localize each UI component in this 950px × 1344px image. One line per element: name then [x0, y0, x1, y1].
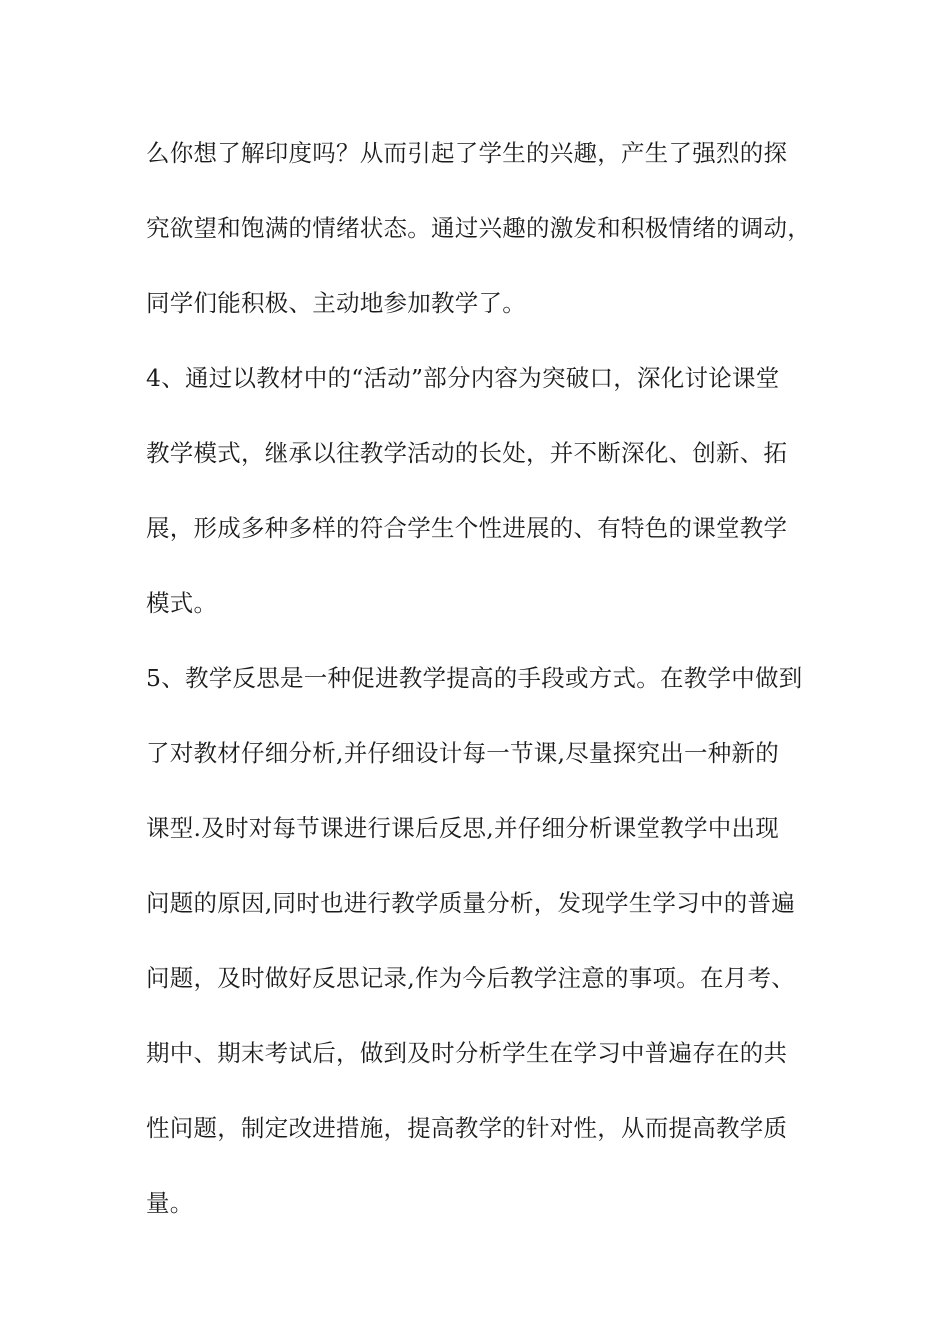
- text-line: 问题，及时做好反思记录,作为今后教学注意的事项。在月考、: [146, 964, 795, 992]
- text-line: 究欲望和饱满的情绪状态。通过兴趣的激发和积极情绪的调动，: [146, 214, 811, 242]
- text-line: 同学们能积极、主动地参加教学了。: [146, 289, 526, 317]
- text-line: 问题的原因,同时也进行教学质量分析，发现学生学习中的普遍: [146, 889, 795, 917]
- text-line: 么你想了解印度吗？从而引起了学生的兴趣，产生了强烈的探: [146, 139, 788, 167]
- text-line: 模式。: [146, 589, 218, 617]
- text-line: 期中、期末考试后，做到及时分析学生在学习中普遍存在的共: [146, 1039, 788, 1067]
- text-line: 教学模式，继承以往教学活动的长处，并不断深化、创新、拓: [146, 439, 788, 467]
- text-line: 4、通过以教材中的“活动”部分内容为突破口，深化讨论课堂: [146, 364, 780, 392]
- text-line: 性问题，制定改进措施，提高教学的针对性，从而提高教学质: [146, 1114, 788, 1142]
- document-body: [146, 133, 810, 1258]
- text-line: 量。: [146, 1189, 194, 1217]
- text-line: 了对教材仔细分析,并仔细设计每一节课,尽量探究出一种新的: [146, 739, 779, 767]
- text-line: 课型.及时对每节课进行课后反思,并仔细分析课堂教学中出现: [146, 814, 779, 842]
- text-line: 展，形成多种多样的符合学生个性进展的、有特色的课堂教学: [146, 514, 788, 542]
- text-line: 5、教学反思是一种促进教学提高的手段或方式。在教学中做到: [146, 664, 803, 692]
